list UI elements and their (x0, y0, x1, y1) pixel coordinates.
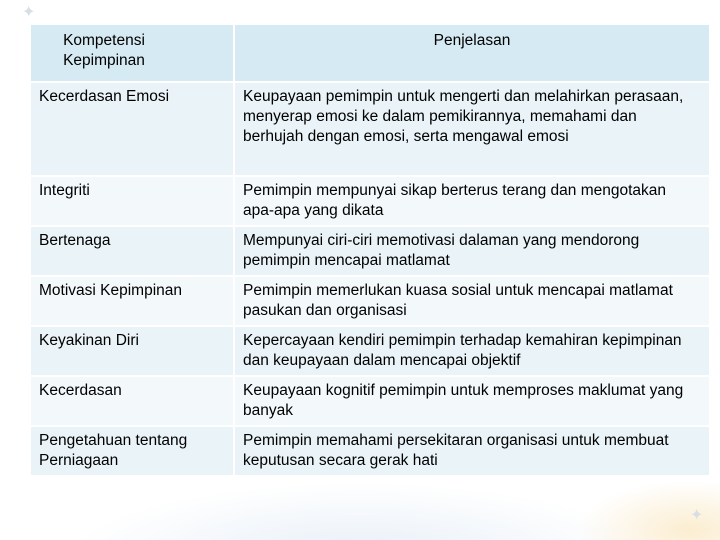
description-cell: Kepercayaan kendiri pemimpin terhadap kemahiran kepimpinan dan keupayaan dalam mencapai objektif (234, 326, 710, 376)
description-cell: Mempunyai ciri-ciri memotivasi dalaman yang mendorong pemimpin mencapai matlamat (234, 226, 710, 276)
table-row (30, 326, 710, 376)
table-row (30, 82, 710, 176)
table-header-row (30, 24, 710, 82)
table-row (30, 376, 710, 426)
table-row (30, 176, 710, 226)
description-cell: Keupayaan pemimpin untuk mengerti dan melahirkan perasaan, menyerap emosi ke dalam pemikirannya, memahami dan berhujah dengan emosi, serta mengawal emosi (234, 82, 710, 176)
sparkle-icon: ✦ (690, 507, 704, 524)
competency-cell: Integriti (30, 176, 234, 226)
table-row (30, 226, 710, 276)
table-row (30, 426, 710, 476)
competency-cell: Bertenaga (30, 226, 234, 276)
sparkle-icon: ✦ (22, 4, 36, 21)
competency-cell: Kecerdasan (30, 376, 234, 426)
column-header-kompetensi: Kompetensi Kepimpinan (30, 24, 234, 82)
competency-table (29, 23, 711, 477)
description-cell: Keupayaan kognitif pemimpin untuk memproses maklumat yang banyak (234, 376, 710, 426)
competency-cell: Kecerdasan Emosi (30, 82, 234, 176)
description-cell: Pemimpin memahami persekitaran organisasi untuk membuat keputusan secara gerak hati (234, 426, 710, 476)
competency-cell: Keyakinan Diri (30, 326, 234, 376)
table-row (30, 276, 710, 326)
competency-cell: Motivasi Kepimpinan (30, 276, 234, 326)
competency-cell: Pengetahuan tentang Perniagaan (30, 426, 234, 476)
description-cell: Pemimpin mempunyai sikap berterus terang dan mengotakan apa-apa yang dikata (234, 176, 710, 226)
description-cell: Pemimpin memerlukan kuasa sosial untuk mencapai matlamat pasukan dan organisasi (234, 276, 710, 326)
column-header-penjelasan: Penjelasan (234, 24, 710, 82)
